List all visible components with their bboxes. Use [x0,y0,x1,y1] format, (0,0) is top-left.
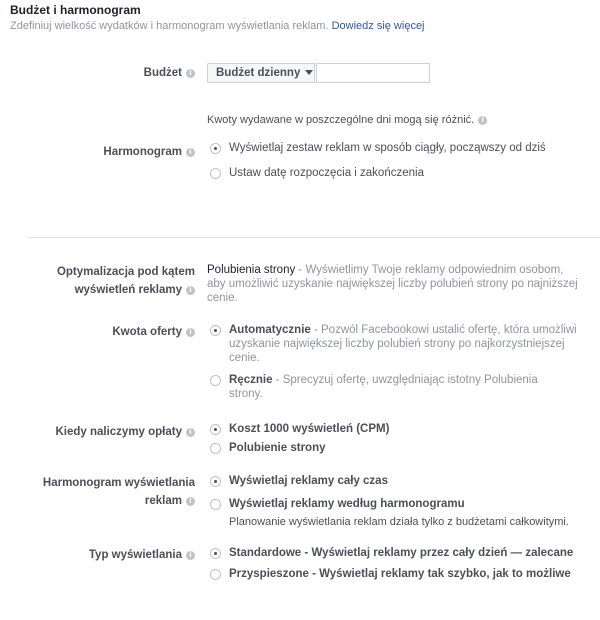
bid-manual-desc-1: - Sprecyzuj ofertę, uwzględniając istotny Polubienia [272,374,538,386]
ad-schedule-label [43,474,195,510]
charge-cpm-label[interactable] [229,422,389,436]
ad-schedule-note: Planowanie wyświetlania reklam działa tylko z budżetami całkowitymi. [229,516,569,528]
delivery-accelerated-title: Przyspieszone [229,568,309,580]
ad-schedule-custom-text: Wyświetlaj reklamy według harmonogramu [229,498,465,510]
delivery-standard-desc: - Wyświetlaj reklamy przez cały dzień — zalecane [301,547,574,559]
ad-schedule-always-radio[interactable] [210,476,221,487]
section-divider [28,237,600,238]
bid-automatic-title: Automatycznie [229,324,311,336]
caret-down-icon [305,70,313,75]
charge-like-text: Polubienie strony [229,442,326,454]
budget-label-text: Budżet [143,67,182,79]
charge-label [55,423,195,441]
bid-automatic-desc-3: cenie. [229,352,260,364]
charge-label-text: Kiedy naliczymy opłaty [55,426,182,438]
delivery-accelerated-label[interactable] [229,567,571,581]
daily-spend-note [207,114,487,126]
bid-manual-radio[interactable] [210,375,221,386]
ad-schedule-custom-label[interactable] [229,497,465,511]
budget-label [144,64,195,82]
delivery-label [89,546,195,564]
delivery-label-text: Typ wyświetlania [88,549,182,561]
optimization-label [57,263,195,299]
bid-automatic-desc-2: uzyskanie największej liczby polubień strony po najkorzystniejszej [229,338,565,350]
optimization-value [207,263,587,305]
schedule-label [103,143,195,161]
charge-like-radio[interactable] [210,443,221,454]
ad-schedule-always-text: Wyświetlaj reklamy cały czas [229,475,388,487]
optimization-desc-2: aby umożliwić uzyskanie największej liczby polubień strony po najniższej [207,278,578,290]
delivery-accelerated-desc: - Wyświetlaj reklamy tak szybko, jak to możliwe [308,568,571,580]
schedule-label-text: Harmonogram [103,146,182,158]
ad-schedule-custom-radio[interactable] [210,499,221,510]
info-icon[interactable]: i [186,497,195,506]
bid-automatic-label[interactable] [229,323,599,365]
bid-label [112,323,195,341]
bid-manual-desc-2: strony. [229,388,263,400]
optimization-label-line2: wyświetleń reklamy [74,284,182,296]
delivery-standard-label[interactable] [229,546,573,560]
info-icon[interactable]: i [186,286,195,295]
bid-label-text: Kwota oferty [112,326,182,338]
ad-schedule-always-label[interactable] [229,474,388,488]
schedule-continuous-radio[interactable] [210,143,221,154]
section-title: Budżet i harmonogram [10,3,141,17]
charge-cpm-radio[interactable] [210,424,221,435]
learn-more-link[interactable]: Dowiedz się więcej [331,20,425,32]
delivery-standard-radio[interactable] [210,548,221,559]
schedule-dates-label[interactable]: Ustaw datę rozpoczęcia i zakończenia [229,167,424,179]
schedule-dates-radio[interactable] [210,168,221,179]
budget-type-value: Budżet dzienny [216,67,301,79]
info-icon[interactable]: i [186,148,195,157]
daily-spend-note-text: Kwoty wydawane w poszczególne dni mogą się różnić. [207,114,475,126]
charge-like-label[interactable] [229,441,326,455]
section-subtitle [10,20,425,32]
optimization-desc-1: - Wyświetlimy Twoje reklamy odpowiednim osobom, [295,264,564,276]
optimization-label-line1: Optymalizacja pod kątem [56,266,195,278]
budget-type-dropdown[interactable] [207,63,315,83]
bid-manual-title: Ręcznie [229,374,273,386]
bid-automatic-desc-1: - Pozwól Facebookowi ustalić ofertę, która umożliwi [310,324,577,336]
optimization-desc-3: cenie. [207,292,238,304]
info-icon[interactable]: i [186,328,195,337]
delivery-standard-title: Standardowe [229,547,302,559]
info-icon[interactable]: i [186,551,195,560]
ad-schedule-label-line1: Harmonogram wyświetlania [42,477,195,489]
info-icon[interactable]: i [478,116,487,125]
bid-manual-label[interactable] [229,373,599,401]
info-icon[interactable]: i [186,428,195,437]
budget-amount-input[interactable] [316,63,430,83]
subtitle-text: Zdefiniuj wielkość wydatków i harmonogram wyświetlania reklam. [10,20,329,32]
optimization-goal: Polubienia strony [207,264,296,276]
schedule-continuous-label[interactable]: Wyświetlaj zestaw reklam w sposób ciągły, począwszy od dziś [229,142,546,154]
charge-cpm-text: Koszt 1000 wyświetleń (CPM) [229,423,390,435]
bid-automatic-radio[interactable] [210,325,221,336]
info-icon[interactable]: i [186,69,195,78]
ad-schedule-label-line2: reklam [144,495,182,507]
delivery-accelerated-radio[interactable] [210,569,221,580]
